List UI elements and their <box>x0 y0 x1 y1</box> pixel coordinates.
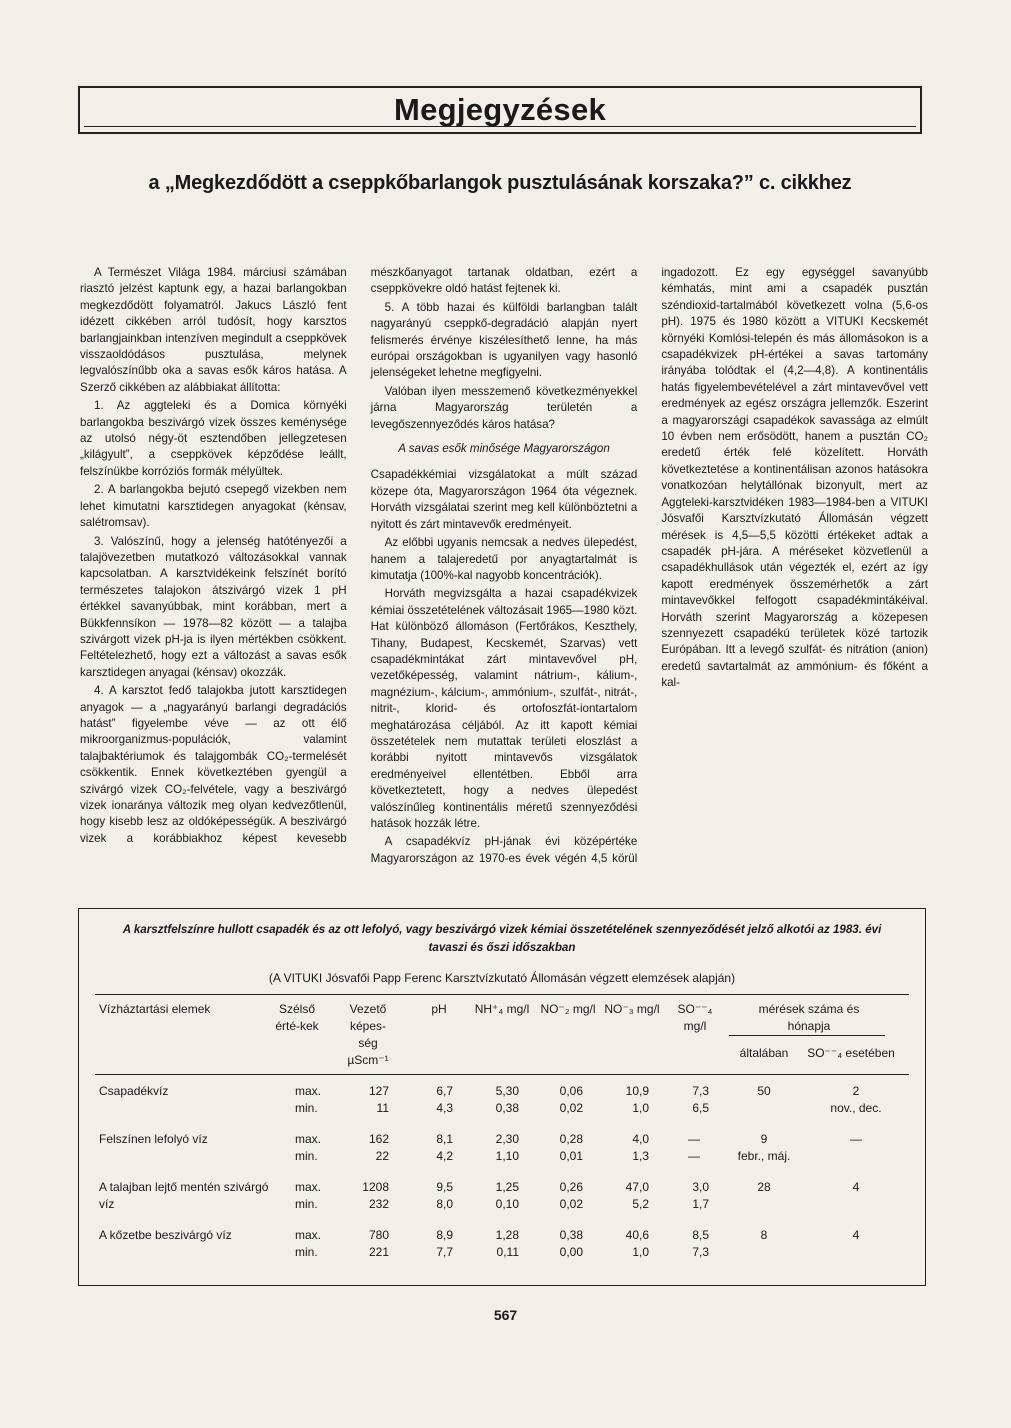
cell-no3-min: 5,2 <box>632 1197 649 1211</box>
cell-no3-max: 10,9 <box>625 1084 649 1098</box>
cell-count-general: 9 <box>760 1132 768 1146</box>
header-no2: NO⁻₂ mg/l <box>540 1002 596 1016</box>
header-so4: SO⁻⁻₄ mg/l <box>677 1002 713 1033</box>
cell-so4-min: — <box>688 1149 700 1163</box>
cell-nh4-min: 0,11 <box>496 1245 519 1259</box>
cell-ph-min: 7,7 <box>436 1245 453 1259</box>
cell-count-general: 8 <box>760 1228 768 1242</box>
row-ext-min: min. <box>295 1149 318 1163</box>
row-name: Felszínen lefolyó víz <box>99 1132 208 1146</box>
cell-ph-max: 6,7 <box>436 1084 453 1098</box>
cell-nh4-max: 2,30 <box>495 1132 519 1146</box>
cell-ph-min: 8,0 <box>436 1197 453 1211</box>
paragraph: 4. A karsztot fedő talajokba jutott karsztidegen anyagok — a „nagyarányú barlangi degradációs hatást” figyelembe véve — az ott élő mikroorganizmus-populációk, valamint talajbaktériumok és talajgombák CO₂-termelését csökkentik. Ennek következtében gyengül a szivárgó vizek CO₂-felvétele, vagy a beszivárgó vizek ionaránya változik meg olyan kedvezőtlenül, hogy kisebb lesz az oldóképességük. A beszivárgó vizek a korábbiakhoz képest kevesebb mészkőanyagot tartanak oldatban, ezért a cseppkövekre oldó hatást fejtenek ki. <box>80 266 638 845</box>
header-ph: pH <box>431 1002 447 1016</box>
row-ext-min: min. <box>295 1101 318 1115</box>
article-subtitle: a „Megkezdődött a cseppkőbarlangok pusztulásának korszaka?” c. cikkhez <box>148 172 852 194</box>
cell-cond-min: 221 <box>368 1245 389 1259</box>
cell-count-so4: 4 <box>852 1228 860 1242</box>
cell-nh4-max: 1,28 <box>495 1228 519 1242</box>
cell-count-so4: 4 <box>852 1180 860 1194</box>
cell-nh4-min: 0,38 <box>495 1101 519 1115</box>
cell-no2-max: 0,38 <box>559 1228 583 1242</box>
cell-ph-min: 4,2 <box>436 1149 453 1163</box>
cell-no3-max: 47,0 <box>625 1180 649 1194</box>
cell-ph-max: 8,1 <box>436 1132 453 1146</box>
cell-no3-max: 40,6 <box>625 1228 649 1242</box>
row-ext-max: max. <box>295 1132 322 1146</box>
cell-cond-min: 232 <box>368 1197 389 1211</box>
cell-count-general: 50 <box>757 1084 771 1098</box>
cell-no3-min: 1,0 <box>632 1101 649 1115</box>
page-number: 567 <box>493 1307 518 1323</box>
cell-count-months: febr., máj. <box>737 1149 791 1163</box>
cell-no2-max: 0,06 <box>559 1084 583 1098</box>
cell-nh4-max: 1,25 <box>495 1180 519 1194</box>
page-heading: Megjegyzések <box>393 92 607 127</box>
cell-no3-min: 1,3 <box>632 1149 649 1163</box>
cell-no2-max: 0,28 <box>559 1132 583 1146</box>
row-ext-max: max. <box>295 1180 322 1194</box>
cell-cond-max: 780 <box>368 1228 389 1242</box>
header-count: mérések száma és hónapja <box>758 1002 860 1033</box>
cell-cond-max: 127 <box>368 1084 389 1098</box>
cell-no2-max: 0,26 <box>559 1180 583 1194</box>
cell-cond-min: 22 <box>375 1149 389 1163</box>
cell-nh4-min: 1,10 <box>495 1149 519 1163</box>
cell-no2-min: 0,01 <box>559 1149 583 1163</box>
cell-cond-min: 11 <box>376 1101 389 1115</box>
row-name: A talajban lejtő mentén szivárgó víz <box>99 1180 269 1211</box>
cell-so4-max: 7,3 <box>692 1084 709 1098</box>
paragraph: Horváth megvizsgálta a hazai csapadékvizek kémiai összetételének változásait 1965—1980 közt. Hat különböző állomáson (Fertőrákos, Keszthely, Tihany, Budapest, Kecskemét, Szarvas) vett csapadékmintákat zárt mintavevővel pH, vezetőképesség, valamint nátrium-, kálium-, magnézium-, kálcium-, ammónium-, szulfát-, nitrát-, nitrit-, klorid- és ortofoszfát-iontartalom meghatározása céljából. Az itt kapott kémiai összetételek nem mutattak területi eloszlást a korábbi nyitott mintavevős vizsgálatok eredményeivel ellentétben. Ebből arra következtetett, hogy a nedves ülepedést valószínűleg kontinentális méretű szennyeződési hatások hozzák létre. <box>370 587 638 830</box>
row-ext-max: max. <box>295 1084 322 1098</box>
table-rule <box>729 1035 885 1036</box>
table-subcaption: (A VITUKI Jósvafői Papp Ferenc Karsztvízkutató Állomásán végzett elemzések alapján) <box>268 971 736 985</box>
cell-no2-min: 0,02 <box>559 1197 583 1211</box>
cell-so4-min: 7,3 <box>692 1245 709 1259</box>
paragraph: A Természet Világa 1984. márciusi számában riasztó jelzést kaptunk egy, a hazai barlangokban megkezdődött folyamatról. Jakucs László fent idézett cikkében arról tudósít, hogy karsztos barlangjainkban intenzíven megindult a cseppkövek visszaoldódásos pusztulása, melynek legvalószínűbb oka a savas esők káros hatása. A Szerző cikkében az alábbiakat állította: <box>80 266 347 394</box>
cell-count-so4: 2 <box>852 1084 860 1098</box>
data-table <box>78 908 926 1286</box>
cell-so4-max: 8,5 <box>692 1228 709 1242</box>
header-so4-case: SO⁻⁻₄ esetében <box>807 1046 895 1060</box>
cell-no2-min: 0,00 <box>559 1245 583 1259</box>
cell-cond-max: 1208 <box>362 1180 389 1194</box>
paragraph: A csapadékvíz pH-jának évi középértéke Magyarországon az 1970-es évek végén 4,5 körül ingadozott. Ez egy egységgel savanyúbb kémhatás, mint ami a csapadék pusztán széndioxid-tartalmából következett volna (5,6-os pH). 1975 és 1980 között a VITUKI Kecskemét környéki Komlósi-telepén és más állomásokon is a csapadékvizek pH-értékei a savas tartomány irányába tolódtak el (4,2—4,8). A kontinentális hatás figyelembevételével a zárt mintavevővel vett eredmények az egész országra jellemzők. Eszerint a magyarországi csapadékok savassága az elmúlt 10 évben nem erősödött, hanem a pusztán CO₂ eredetű érték felé közelített. Horváth következtetése a kontinentálisan azonos hatásokra vonatkozóan helytállónak bizonyult, mert az Aggteleki-karsztvidéken 1983—1984-ben a VITUKI Jósvafői Karsztvízkutató Állomásán végzett mérések is 4,5—5,5 közötti értékeket adtak a csapadék pH-jára. A méréseket közvetlenül a csapadékhullások után végezték el, ezért az így kapott eredmények összemérhetők a zárt mintavevőkkel felfogott csapadékmintákéival. Horváth szerint Magyarország a közepesen szennyezett csapadékú területek közé tartozik Európában. Itt a levegő szulfát- és nitrátion (anion) eredetű savtartalmát az ammónium- és főként a kal- <box>370 266 928 865</box>
cell-ph-max: 9,5 <box>436 1180 453 1194</box>
header-extreme: Szélső érté-kek <box>275 1002 319 1033</box>
header-elements: Vízháztartási elemek <box>99 1002 211 1016</box>
cell-count-so4-months: nov., dec. <box>830 1101 882 1115</box>
header-conductivity: Vezető képes-ség µScm⁻¹ <box>347 1002 389 1067</box>
cell-nh4-min: 0,10 <box>495 1197 519 1211</box>
row-name: Csapadékvíz <box>99 1084 169 1098</box>
article-body <box>80 265 928 875</box>
row-name: A kőzetbe beszivárgó víz <box>99 1228 232 1242</box>
header-nh4: NH⁺₄ mg/l <box>474 1002 530 1016</box>
header-no3: NO⁻₃ mg/l <box>604 1002 660 1016</box>
paragraph: Az előbbi ugyanis nemcsak a nedves ülepedést, hanem a talajeredetű por anyagtartalmát is kimutatja (100%-kal nagyobb koncentrációk). <box>370 536 638 582</box>
row-ext-min: min. <box>295 1245 318 1259</box>
section-title: A savas esők minősége Magyarországon <box>398 442 610 456</box>
paragraph: Valóban ilyen messzemenő következményekkel járna Magyarország területén a levegőszennyeződés káros hatása? <box>370 384 638 431</box>
heading-box <box>78 86 922 134</box>
cell-so4-min: 1,7 <box>692 1197 709 1211</box>
table-caption: A karsztfelszínre hullott csapadék és az ott lefolyó, vagy beszivárgó vizek kémiai összetételének szennyeződését jelző alkotói az 1983. évi tavaszi és őszi időszakban <box>122 923 882 954</box>
cell-no3-max: 4,0 <box>632 1132 649 1146</box>
paragraph: 2. A barlangokba bejutó csepegő vizekben nem lehet kimutatni karsztidegen anyagokat (kénsav, salétromsav). <box>80 483 347 530</box>
cell-ph-min: 4,3 <box>436 1101 453 1115</box>
table-rule <box>95 994 909 995</box>
paragraph: Csapadékkémiai vizsgálatokat a múlt század közepe óta, Magyarországon 1964 óta végeznek. Horváth vizsgálatai szerint meg kell különböztetni a nyitott és zárt mintavevők eredményeit. <box>370 468 638 531</box>
paragraph: 3. Valószínű, hogy a jelenség hatótényezői a talajövezetben mutatkozó változásokkal vannak kapcsolatban. A karsztvidékeink felszínét borító természetes talajokon átszivárgó vizek 1 pH értékkel savanyúbbak, mint korábban, mert a Bükkfennsíkon — 1978—82 között — a talajba szivárgott vizek pH-ja is ilyen mértékben csökkent. Feltételezhető, hogy ezt a változást a savas esők karsztidegen anyagai (kénsav) okozzák. <box>80 534 347 679</box>
cell-so4-max: 3,0 <box>692 1180 709 1194</box>
cell-cond-max: 162 <box>368 1132 389 1146</box>
paragraph: 5. A több hazai és külföldi barlangban talált nagyarányú cseppkő-degradáció alapján nyert felismerés érvénye kiszélesíthető lenne, ha más európai országokban is ugyanilyen vagy hasonló jelenségeket lehetne megfigyelni. <box>370 300 638 380</box>
cell-so4-max: — <box>688 1132 700 1146</box>
cell-nh4-max: 5,30 <box>495 1084 519 1098</box>
table-rule <box>95 1074 909 1075</box>
cell-so4-min: 6,5 <box>692 1101 709 1115</box>
cell-no3-min: 1,0 <box>632 1245 649 1259</box>
cell-ph-max: 8,9 <box>436 1228 453 1242</box>
paragraph: 1. Az aggteleki és a Domica környéki barlangokba beszivárgó vizek összes keménysége az utolsó négy-öt esztendőben jellegzetesen „kilágyult”, a cseppkövek képződése leállt, felszínükbe korróziós formák mélyültek. <box>80 399 347 478</box>
header-general: általában <box>739 1046 789 1060</box>
cell-count-general: 28 <box>757 1180 771 1194</box>
row-ext-min: min. <box>295 1197 318 1211</box>
row-ext-max: max. <box>295 1228 322 1242</box>
cell-count-so4: — <box>850 1132 862 1146</box>
cell-no2-min: 0,02 <box>559 1101 583 1115</box>
